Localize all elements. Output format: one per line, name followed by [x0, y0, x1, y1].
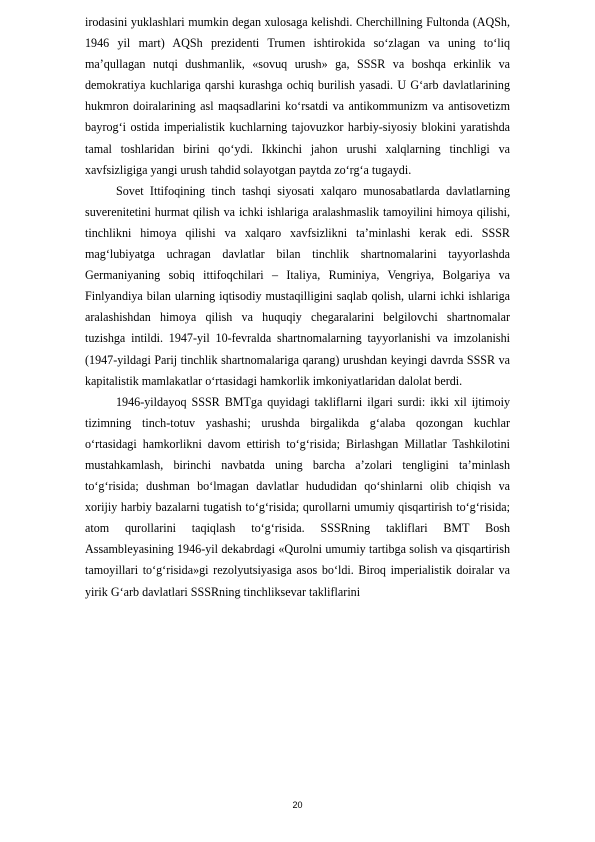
paragraph-2: Sovet Ittifoqining tinch tashqi siyosati xalqaro munosabatlarda davlatlarning suverenitetini hurmat qilish va ichki ishlariga aralashmaslik tamoyilini himoya qilishi, tinchlikni himoya qilishi va xalqaro xavfsizlikni ta’minlashi kerak edi. SSSR mag‘lubiyatga uchragan davlatlar bilan tinchlik shartnomalarini tayyorlashda Germaniyaning sobiq ittifoqchilari – Italiya, Ruminiya, Vengriya, Bolgariya va Finlyandiya bilan ularning iqtisodiy mustaqilligini saqlab qolish, ularni ichki ishlariga aralashishdan himoya qilish va huquqiy chegaralarini belgilovchi shartnomalar tuzishga intildi. 1947-yil 10-fevralda shartnomalarning tayyorlanishi va imzolanishi (1947-yildagi Parij tinchlik shartnomalariga qarang) urushdan keyingi davrda SSSR va kapitalistik mamlakatlar o‘rtasidagi hamkorlik imkoniyatlaridan dalolat berdi.	[85, 183, 510, 388]
document-page	[85, 12, 510, 603]
page-number: 20	[292, 800, 303, 810]
paragraph-3: 1946-yildayoq SSSR BMTga quyidagi takliflarni ilgari surdi: ikki xil ijtimoiy tizimning tinch-totuv yashashi; urushda birgalikda g‘alaba qozongan kuchlar o‘rtasidagi hamkorlikni davom ettirish to‘g‘risida; Birlashgan Millatlar Tashkilotini mustahkamlash, birinchi navbatda uning barcha a’zolari tengligini ta’minlash to‘g‘risida; dushman bo‘lmagan davlatlar hududidan qo‘shinlarni olib chiqish va xorijiy harbiy bazalarni tugatish to‘g‘risida; qurollarni umumiy qisqartirish to‘g‘risida; atom qurollarini taqiqlash to‘g‘risida. SSSRning takliflari BMT Bosh Assambleyasining 1946-yil dekabrdagi «Qurolni umumiy tartibga solish va qisqartirish tamoyillari to‘g‘risida»gi rezolyutsiyasiga asos bo‘ldi. Biroq imperialistik doiralar va yirik G‘arb davlatlari SSSRning tinchliksevar takliflarini	[85, 394, 510, 599]
paragraph-1: irodasini yuklashlari mumkin degan xulosaga kelishdi. Cherchillning Fultonda (AQSh, 1946 yil mart) AQSh prezidenti Trumen ishtirokida so‘zlagan va uning to‘liq ma’qullagan nutqi dushmanlik, «sovuq urush» ga, SSSR va boshqa erkinlik va demokratiya kuchlariga qarshi kurashga ochiq burilish yasadi. U G‘arb davlatlarining hukmron doiralarining asl maqsadlarini ko‘rsatdi va antikommunizm va antisovetizm bayrog‘i ostida imperialistik kuchlarning tajovuzkor harbiy-siyosiy blokini yaratishda tamal toshlaridan birini qo‘ydi. Ikkinchi jahon urushi xalqlarning tinchligi va xavfsizligiga yangi urush tahdid solayotgan paytda zo‘rg‘a tugaydi.	[85, 15, 510, 177]
